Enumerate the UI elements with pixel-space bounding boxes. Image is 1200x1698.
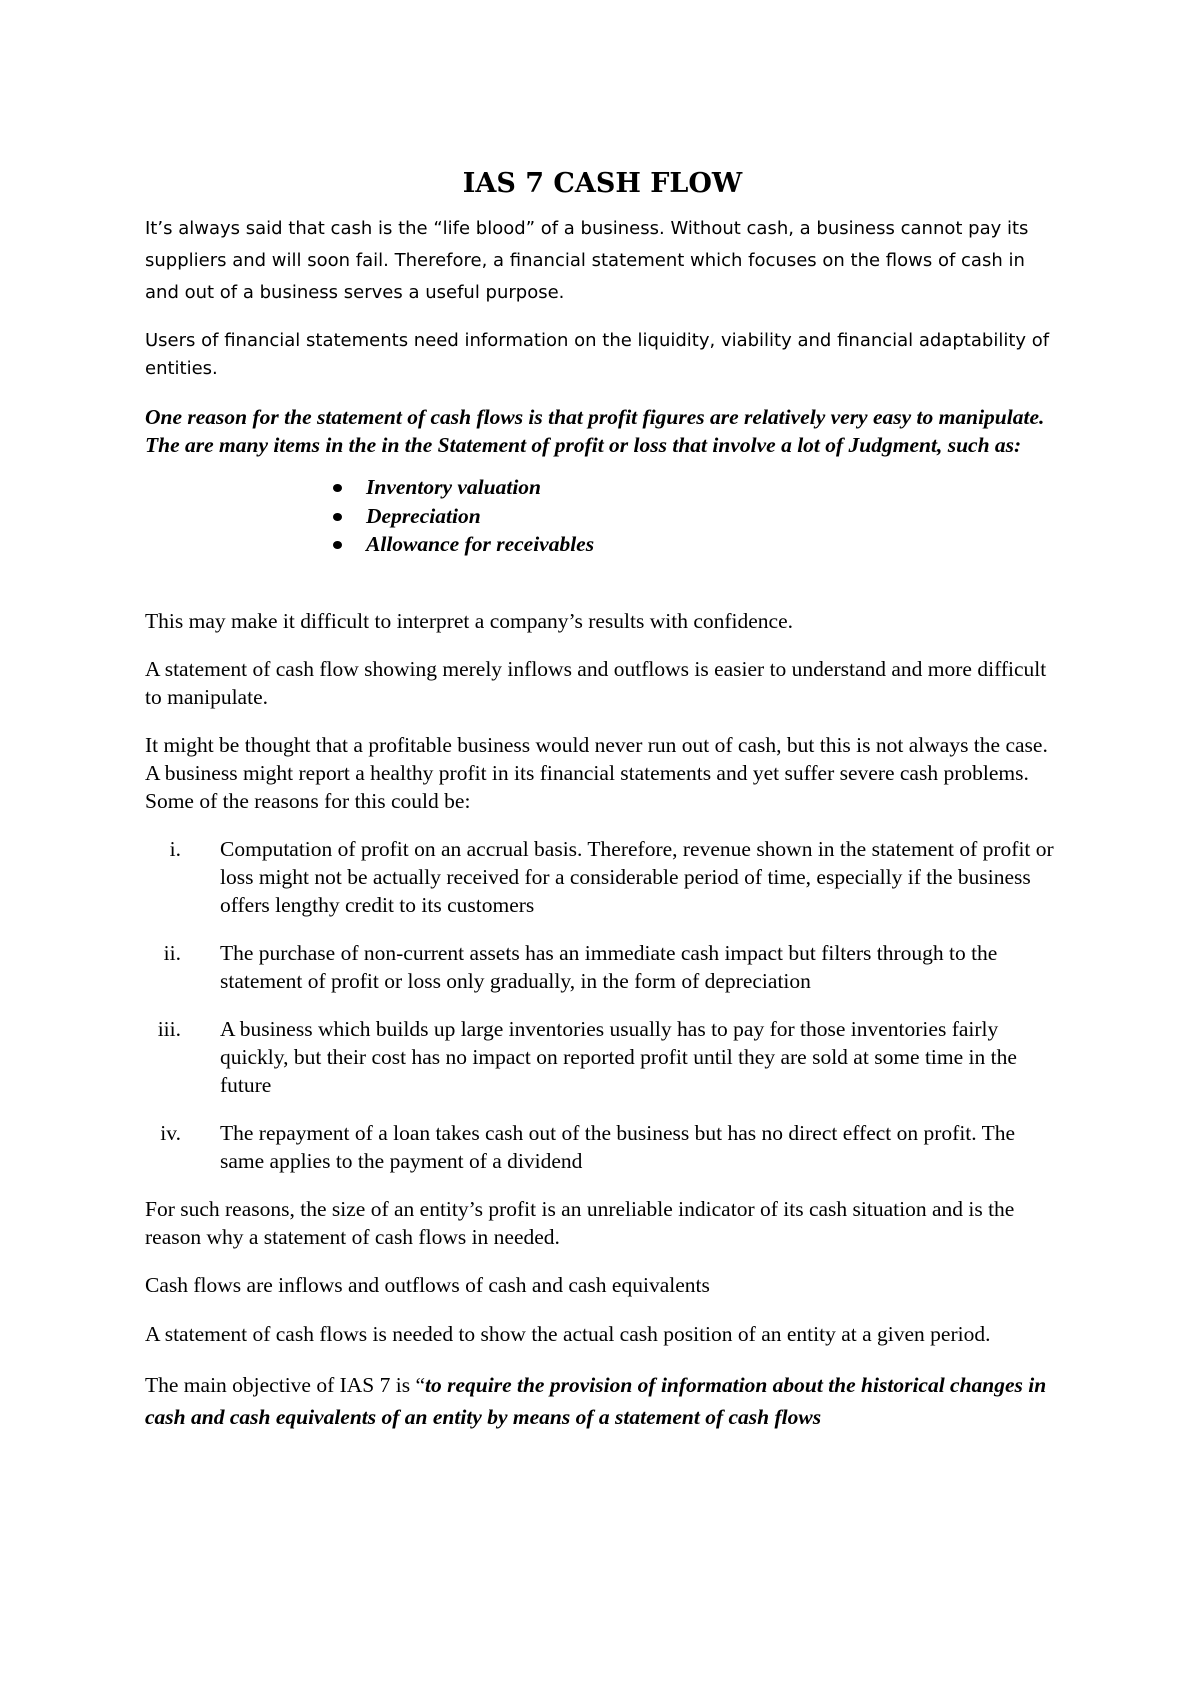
difficult-paragraph: This may make it difficult to interpret a company’s results with confidence. bbox=[145, 608, 794, 633]
objective-prefix: The main objective of IAS 7 is “ bbox=[145, 1372, 426, 1397]
bullet-icon bbox=[333, 484, 342, 492]
bullet-icon bbox=[333, 513, 342, 521]
judgment-list bbox=[145, 473, 1060, 559]
reasons-list bbox=[145, 835, 1060, 1175]
list-number: i. bbox=[169, 836, 181, 861]
objective-text: to require the provision of information about the historical changes in cash and cash equivalents of an entity by means of a statement of cash flows bbox=[145, 1372, 1047, 1429]
needed-paragraph: A statement of cash flows is needed to show the actual cash position of an entity at a given period. bbox=[145, 1321, 991, 1346]
list-number: ii. bbox=[163, 940, 181, 965]
list-number: iv. bbox=[160, 1120, 181, 1145]
profitable-paragraph: It might be thought that a profitable business would never run out of cash, but this is not always the case. A business might report a healthy profit in its financial statements and yet suffer severe cash problems. Some of the reasons for this could be: bbox=[145, 732, 1048, 813]
reason-paragraph: One reason for the statement of cash flows is that profit figures are relatively very easy to manipulate. The are many items in the in the Statement of profit or loss that involve a lot of Judgment, such as: bbox=[145, 405, 1045, 457]
list-item: iii. A business which builds up large inventories usually has to pay for those inventories fairly quickly, but their cost has no impact on reported profit until they are sold at some time in the future bbox=[145, 1015, 1060, 1099]
list-number: iii. bbox=[157, 1016, 181, 1041]
bullet-icon bbox=[333, 541, 342, 549]
definition-paragraph: Cash flows are inflows and outflows of cash and cash equivalents bbox=[145, 1272, 710, 1297]
list-item: Depreciation bbox=[333, 502, 1060, 531]
users-paragraph: Users of financial statements need information on the liquidity, viability and financial adaptability of entities. bbox=[145, 330, 1050, 379]
list-item: Inventory valuation bbox=[333, 473, 1060, 502]
objective-paragraph bbox=[145, 1369, 1060, 1433]
document-page bbox=[145, 168, 1060, 1453]
page-title: IAS 7 CASH FLOW bbox=[462, 168, 743, 199]
list-item: Allowance for receivables bbox=[333, 530, 1060, 559]
intro-paragraph: It’s always said that cash is the “life blood” of a business. Without cash, a business cannot pay its suppliers and will soon fail. Therefore, a financial statement which focuses on the flows of cash in and out of a business serves a useful purpose. bbox=[145, 218, 1029, 303]
list-item: iv. The repayment of a loan takes cash out of the business but has no direct effect on profit. The same applies to the payment of a dividend bbox=[145, 1119, 1060, 1175]
list-item: i. Computation of profit on an accrual basis. Therefore, revenue shown in the statement of profit or loss might not be actually received for a considerable period of time, especially if the business offers lengthy credit to its customers bbox=[145, 835, 1060, 919]
such-reasons-paragraph: For such reasons, the size of an entity’s profit is an unreliable indicator of its cash situation and is the reason why a statement of cash flows in needed. bbox=[145, 1196, 1015, 1249]
easier-paragraph: A statement of cash flow showing merely inflows and outflows is easier to understand and more difficult to manipulate. bbox=[145, 656, 1047, 709]
list-item: ii. The purchase of non-current assets has an immediate cash impact but filters through to the statement of profit or loss only gradually, in the form of depreciation bbox=[145, 939, 1060, 995]
